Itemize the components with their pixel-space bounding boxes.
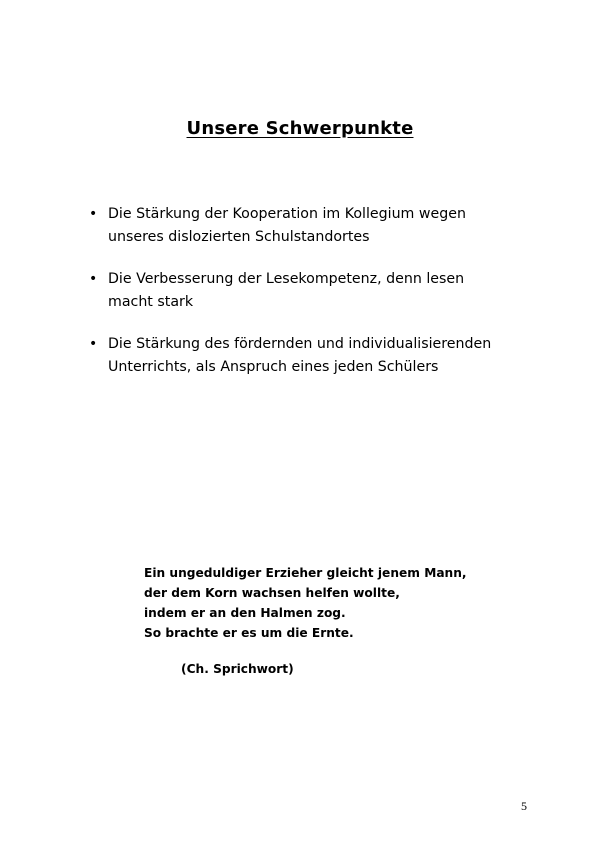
quote-line: indem er an den Halmen zog. bbox=[144, 606, 346, 620]
list-item-text-line: macht stark bbox=[108, 294, 194, 310]
list-item-text-line: Die Verbesserung der Lesekompetenz, denn lesen bbox=[108, 271, 465, 287]
page-number: 5 bbox=[521, 799, 527, 813]
focus-list bbox=[84, 203, 534, 398]
bullet-icon: • bbox=[89, 336, 98, 352]
list-item-text-line: Unterrichts, als Anspruch eines jeden Schülers bbox=[108, 359, 439, 375]
list-item bbox=[84, 203, 534, 249]
list-item-text-line: Die Stärkung der Kooperation im Kollegium wegen bbox=[108, 206, 466, 222]
page-title: Unsere Schwerpunkte bbox=[186, 118, 414, 139]
quote-source: (Ch. Sprichwort) bbox=[181, 662, 294, 676]
list-item-text-line: Die Stärkung des fördernden und individualisierenden bbox=[108, 336, 492, 352]
quote-line: der dem Korn wachsen helfen wollte, bbox=[144, 586, 400, 600]
quote-line: So brachte er es um die Ernte. bbox=[144, 626, 354, 640]
proverb-quote bbox=[144, 563, 504, 643]
quote-line: Ein ungeduldiger Erzieher gleicht jenem Mann, bbox=[144, 566, 467, 580]
list-item bbox=[84, 268, 534, 314]
list-item bbox=[84, 333, 534, 379]
bullet-icon: • bbox=[89, 271, 98, 287]
bullet-icon: • bbox=[89, 206, 98, 222]
list-item-text-line: unseres dislozierten Schulstandortes bbox=[108, 229, 370, 245]
